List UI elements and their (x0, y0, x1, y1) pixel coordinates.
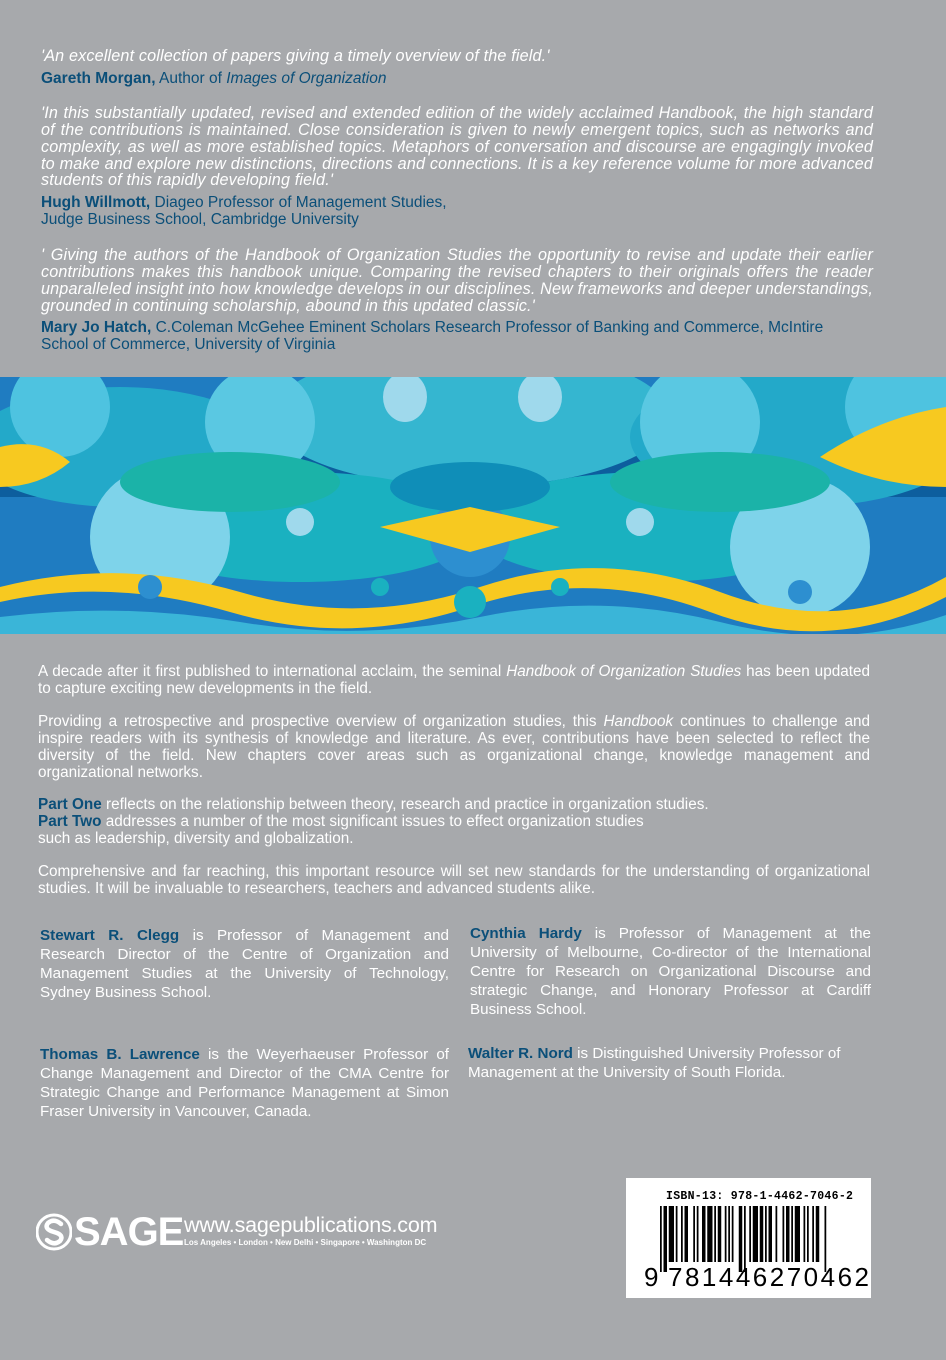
barcode-bar (728, 1206, 730, 1262)
editor-name: Walter R. Nord (468, 1045, 573, 1062)
endorsement-3 (41, 247, 873, 353)
description-paragraph: Comprehensive and far reaching, this important resource will set new standards for the understanding of organizational studies. It will be invaluable to researchers, teachers and advanced students alike. (38, 863, 870, 898)
barcode-bar (791, 1206, 793, 1262)
barcode-bar (769, 1206, 773, 1262)
barcode-bar (776, 1206, 778, 1262)
endorsement-quote: 'An excellent collection of papers giving a timely overview of the field.' (41, 47, 550, 65)
endorsement-attribution (41, 320, 873, 353)
barcode-digit-string: 781446270462 (668, 1262, 872, 1292)
text-run: such as leadership, diversity and globalization. (38, 830, 354, 848)
text-run: Providing a retrospective and prospective overview of organization studies, this (38, 712, 604, 730)
barcode-bar (765, 1206, 767, 1262)
text-run: A decade after it first published to international acclaim, the seminal (38, 663, 507, 680)
editor-name: Cynthia Hardy (470, 925, 582, 942)
text-run: addresses a number of the most significant issues to effect organization studies (101, 813, 644, 831)
text-run: reflects on the relationship between theory, research and practice in organization studies. (101, 796, 709, 814)
endorser-role: Diageo Professor of Management Studies, (150, 194, 447, 212)
editor-bio-lawrence (40, 1045, 449, 1121)
barcode-bar (702, 1206, 706, 1262)
editor-bio-text: is Professor of Management at the University of Melbourne, Co-director of the International Centre for Research on Organizational Discourse and strategic Change, and Honorary Professor at Cardiff Business School. (470, 925, 871, 1018)
barcode-first-digit: 9 (644, 1262, 659, 1292)
text-run: has been updated to capture exciting new developments in the field. (38, 663, 870, 697)
editor-name: Stewart R. Clegg (40, 927, 180, 944)
editor-bio-text: is Distinguished University Professor of Management at the University of South Florida. (468, 1045, 841, 1081)
endorser-name: Hugh Willmott, (41, 194, 151, 212)
barcode-bar (760, 1206, 764, 1262)
part-label: Part One (38, 796, 102, 814)
publisher-logo (36, 1212, 456, 1256)
barcode-bar (812, 1206, 814, 1262)
parts-overview (38, 797, 870, 848)
barcode-bar (707, 1206, 712, 1262)
barcode-bar (732, 1206, 734, 1262)
editor-name: Thomas B. Lawrence (40, 1046, 200, 1063)
description-paragraph (38, 664, 870, 698)
barcode-bar (685, 1206, 689, 1262)
editor-bio-nord (468, 1044, 871, 1082)
barcode-bar (693, 1206, 695, 1262)
barcode-bar (718, 1206, 722, 1262)
barcode-bar (676, 1206, 678, 1262)
barcode-bar (681, 1206, 683, 1262)
endorsement-1 (41, 48, 873, 87)
isbn-barcode (626, 1178, 871, 1298)
editor-bio-text: is the Weyerhaeuser Professor of Change Management and Director of the CMA Centre for Strategic Change and Performance Management at Simon Fraser University in Vancouver, Canada. (40, 1046, 450, 1120)
endorser-role: C.Coleman McGehee Eminent Scholars Research Professor of Banking and Commerce, McIntire School of Commerce, University of Virginia (41, 319, 824, 353)
barcode-bar (786, 1206, 790, 1262)
part-two (38, 814, 870, 848)
part-label: Part Two (38, 813, 102, 831)
barcode-bar (669, 1206, 674, 1262)
endorser-name: Gareth Morgan, (41, 69, 156, 87)
barcode-bar (697, 1206, 699, 1262)
endorsement-quote: 'In this substantially updated, revised and extended edition of the widely acclaimed Handbook, the high standard of the contributions is maintained. Close consideration is given to newly emergent topics, such as networks and complexity, as well as more established topics. Metaphors of conversation and discourse are engagingly invoked to make and explore new distinctions, directions and connections. It is a key reference volume for more advanced students of this rapidly developing field.' (41, 104, 873, 190)
barcode-bar (749, 1206, 751, 1262)
barcode-bar (807, 1206, 809, 1262)
book-title: Handbook of Organization Studies (506, 663, 742, 680)
isbn-label: ISBN-13: 978-1-4462-7046-2 (666, 1190, 854, 1203)
text-run: continues to challenge and inspire readers with its synthesis of knowledge and literature. As ever, contributions have been selected to reflect the diversity of the field. New chapters cover areas such as organizational change, knowledge management and organizational networks. (38, 712, 870, 781)
description-paragraph (38, 714, 870, 782)
endorsement-attribution (41, 71, 873, 88)
endorsement-attribution (41, 195, 873, 228)
barcode-bar (795, 1206, 800, 1262)
editor-bio-clegg (40, 926, 449, 1002)
publisher-cities: Los Angeles • London • New Delhi • Singapore • Washington DC (184, 1238, 427, 1247)
barcode-bar (714, 1206, 716, 1262)
endorser-affiliation: Judge Business School, Cambridge University (41, 210, 359, 228)
endorser-role: Author of (155, 69, 227, 87)
sage-logo-icon (36, 1212, 72, 1252)
book-title: Images of Organization (226, 69, 387, 87)
barcode-digits (646, 1262, 872, 1293)
book-description (38, 664, 870, 914)
barcode-bar (783, 1206, 785, 1262)
endorsement-2 (41, 105, 873, 228)
endorsement-quote: ' Giving the authors of the Handbook of Organization Studies the opportunity to revise and update their earlier contributions makes this handbook unique. Comparing the revised chapters to their originals offers the reader unparalleled insight into how knowledge develops in our disciplines. New frameworks and deeper understandings, grounded in continuing scholarship, abound in this updated classic.' (41, 246, 873, 315)
editor-bio-text: is Professor of Management and Research Director of the Centre of Organization and Management Studies at the University of Technology, Sydney Business School. (40, 927, 449, 1001)
decorative-pattern-banner (0, 377, 946, 634)
publisher-name: SAGE (74, 1210, 184, 1254)
part-one (38, 797, 870, 814)
endorser-name: Mary Jo Hatch, (41, 319, 152, 337)
book-title: Handbook (603, 712, 674, 730)
barcode-bar (816, 1206, 820, 1262)
publisher-url[interactable]: www.sagepublications.com (184, 1213, 438, 1237)
editor-bio-hardy (470, 924, 871, 1019)
barcode-bar (804, 1206, 806, 1262)
barcode-bar (725, 1206, 727, 1262)
endorsements (41, 48, 873, 353)
barcode-bar (753, 1206, 758, 1262)
abstract-pattern-image (0, 377, 946, 634)
